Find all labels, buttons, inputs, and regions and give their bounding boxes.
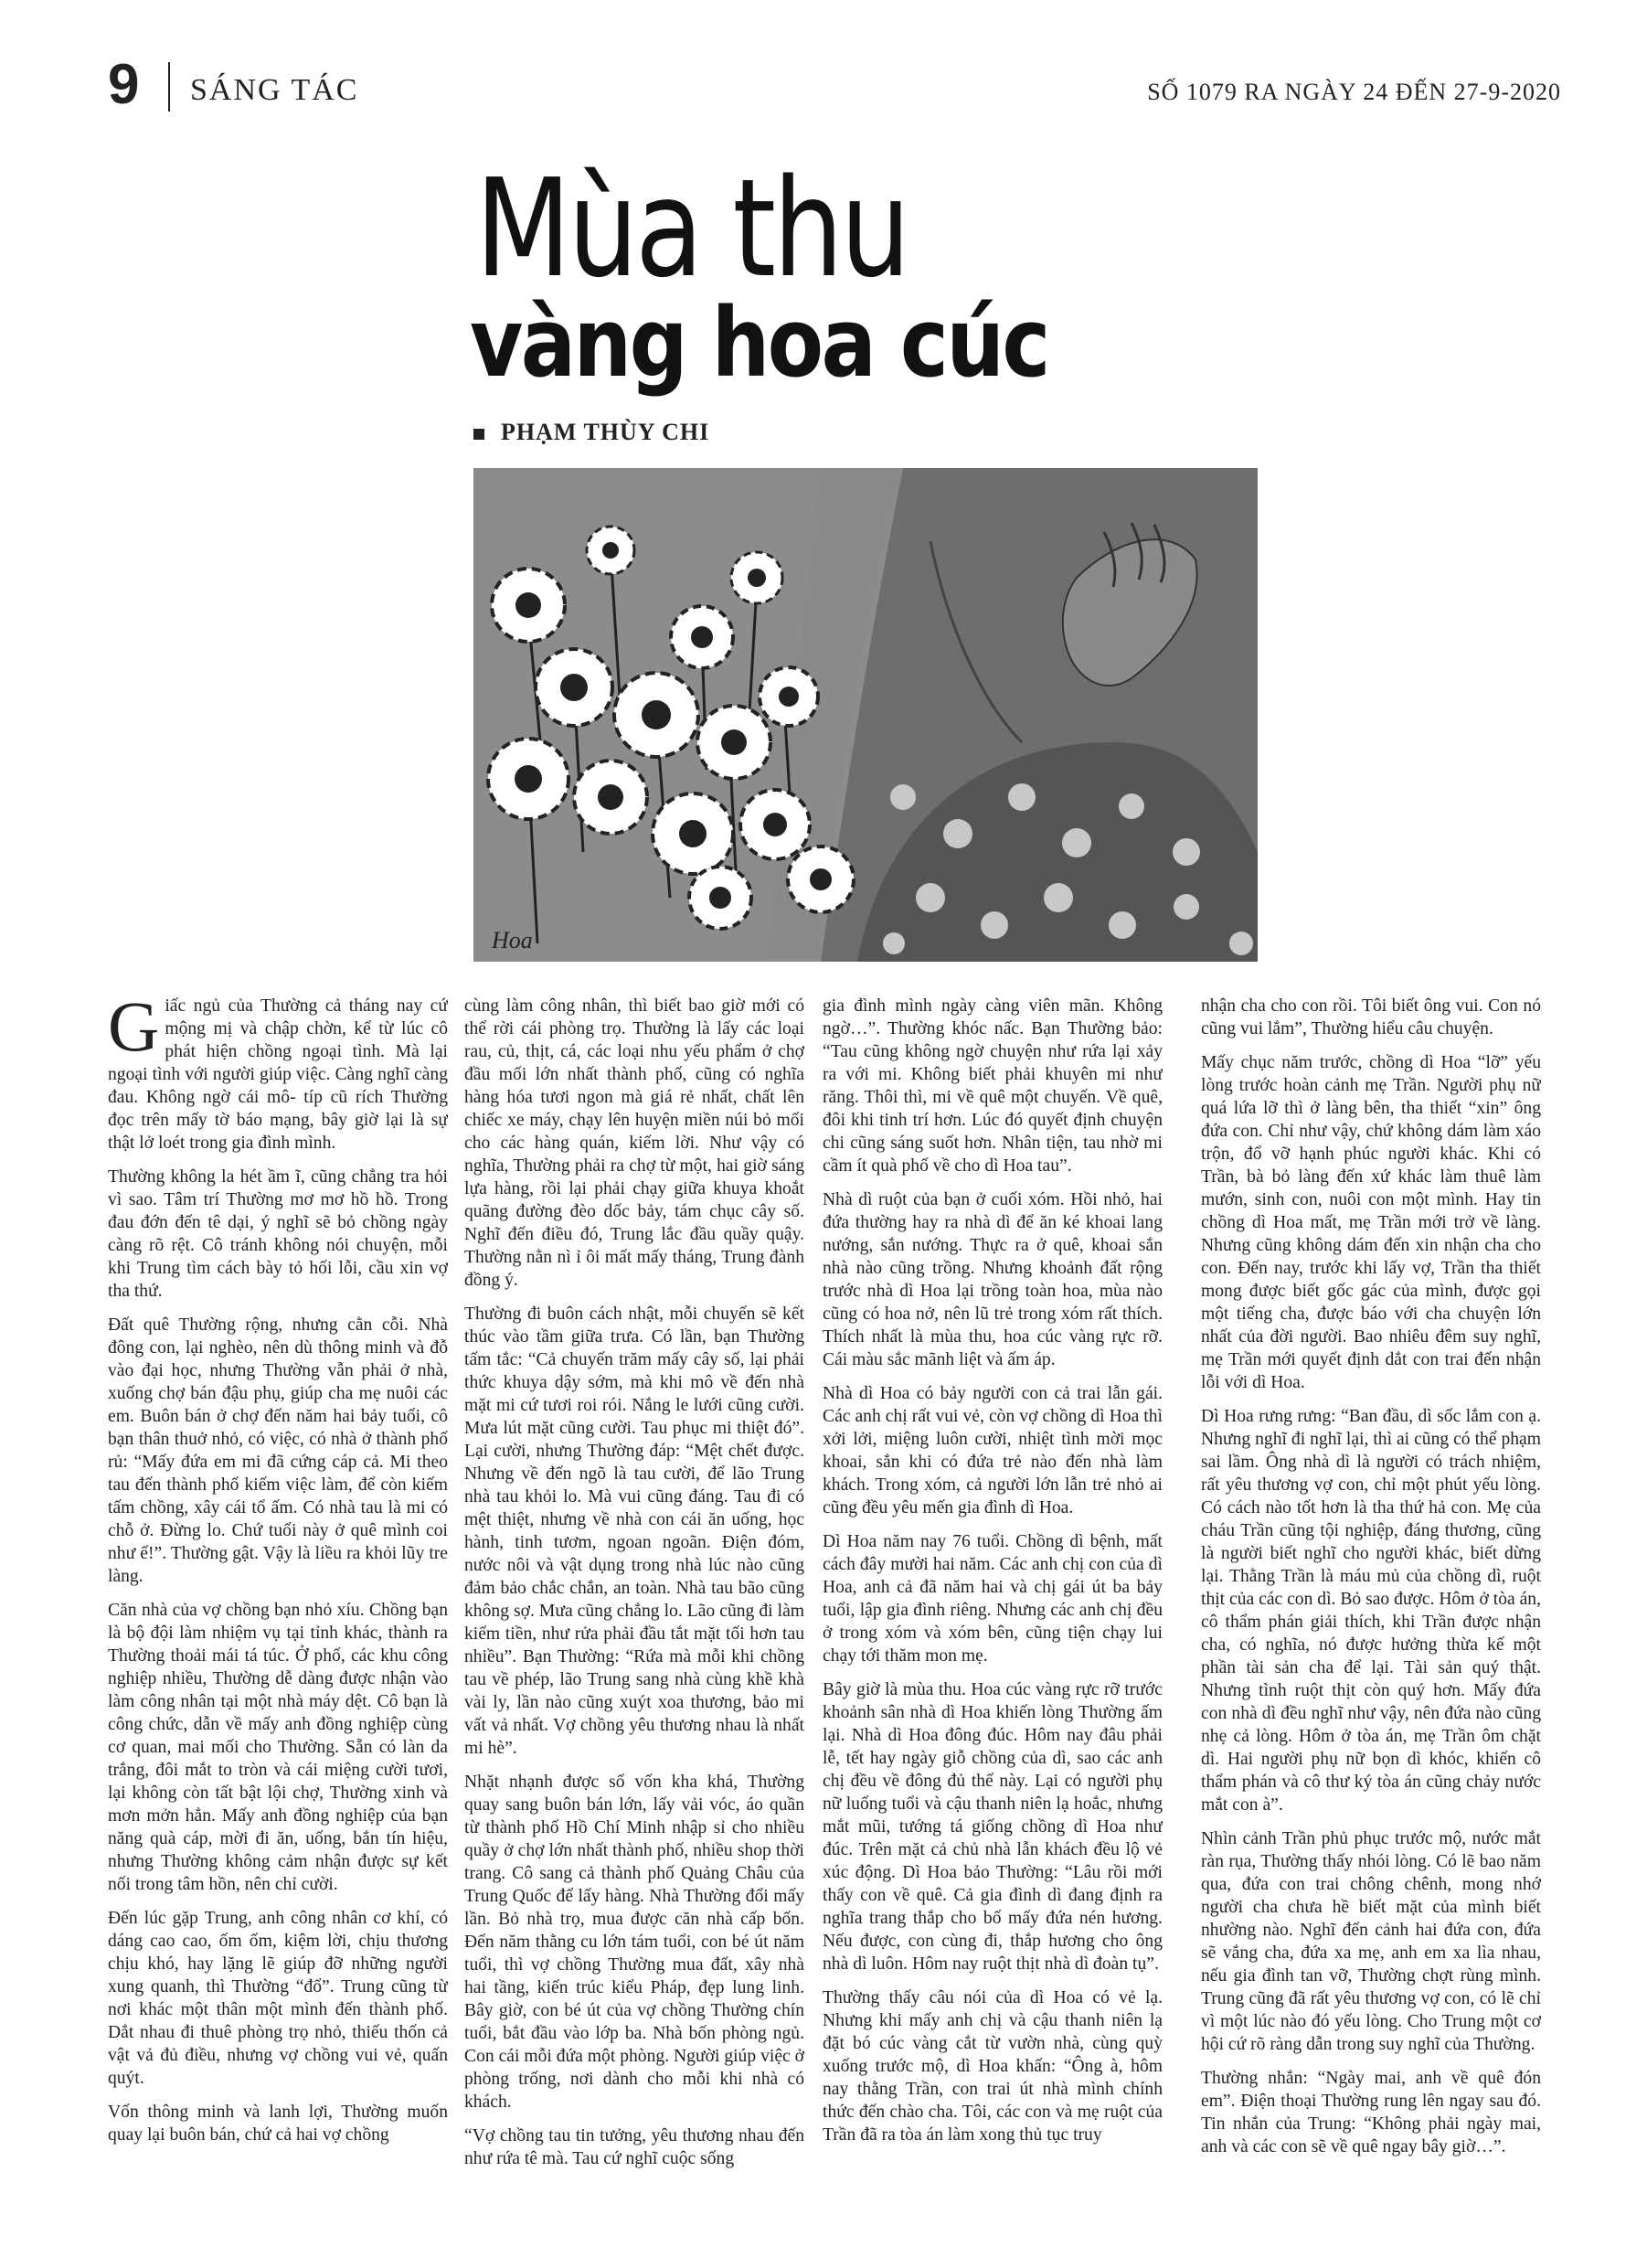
article-paragraph: Dì Hoa năm nay 76 tuổi. Chồng dì bệnh, mất cách đây mười hai năm. Các anh chị con của dì Hoa, anh cả đã năm hai và chị gái út ba bảy tuổi, lập gia đình riêng. Nhưng các anh chị đều ở trong xóm và xóm bên, cũng tiện chạy lui chạy tới thăm mon mẹ. <box>823 1532 1163 1666</box>
article-column-3 <box>823 995 1163 2174</box>
page-header <box>108 53 1561 117</box>
author-byline <box>473 419 709 446</box>
article-paragraph: gia đình mình ngày càng viên mãn. Không ngờ…”. Thường khóc nấc. Bạn Thường bảo: “Tau cũng không ngờ chuyện như rứa lại xảy ra với mi. Không biết phải khuyên mi như răng. Thôi thì, mi về quê một chuyến. Về quê, đôi khi tinh trí hơn. Lúc đó quyết định chuyện chi cũng sáng suốt hơn. Nhân tiện, tau nhờ mi cầm ít quà phố về cho dì Hoa tau”. <box>823 996 1163 1176</box>
article-paragraph: Nhà dì Hoa có bảy người con cả trai lẫn gái. Các anh chị rất vui vẻ, còn vợ chồng dì Hoa thì xởi lởi, miệng luôn cười, nhiệt tình mời mọc khoai, sắn khi có đứa trẻ nào đến nhà làm khách. Trong xóm, cả người lớn lẫn trẻ nhỏ ai cũng đều yêu mến gia đình dì Hoa. <box>823 1384 1163 1517</box>
article-paragraph: Mấy chục năm trước, chồng dì Hoa “lỡ” yếu lòng trước hoàn cảnh mẹ Trần. Người phụ nữ quá lứa lỡ thì ở làng bên, tha thiết “xin” ông đứa con. Chỉ như vậy, chứ không dám làm xáo trộn, đổ vỡ hạnh phúc người khác. Khi có Trần, bà bỏ làng đến xứ khác làm thuê làm mướn, sinh con, nuôi con một mình. Hay tin chồng dì Hoa mất, mẹ Trần mới trở về làng. Nhưng cũng không dám đến xin nhận cha cho con. Đến nay, trước khi lấy vợ, Trần tha thiết mong được biết gốc gác của mình, được gọi một tiếng cha, được báo với cha chuyện lớn nhất của đời người. Bao nhiêu đêm suy nghĩ, mẹ Trần mới quyết định dắt con trai đến nhận lỗi với dì Hoa. <box>1201 1053 1541 1392</box>
article-paragraph: Đất quê Thường rộng, nhưng cằn cỗi. Nhà đông con, lại nghèo, nên dù thông minh và đỗ vào đại học, nhưng Thường vẫn phải ở nhà, xuống chợ bán đậu phụ, giúp cha mẹ nuôi các em. Buôn bán ở chợ đến năm hai bảy tuổi, cô bạn thân thuở nhỏ, có việc, có nhà ở thành phố rủ: “Mấy đứa em mi đã cứng cáp cả. Mi theo tau đến thành phố kiếm việc làm, để còn kiếm tấm chồng, xây cái tổ ấm. Có nhà tau là mi có chỗ ở. Đừng lo. Chứ tuổi này ở quê mình coi như ế!”. Thường gật. Vậy là liều ra khỏi lũy tre làng. <box>108 1315 448 1586</box>
article-paragraph <box>108 995 448 1155</box>
article-paragraph: Thường nhắn: “Ngày mai, anh về quê đón em”. Điện thoại Thường rung lên ngay sau đó. Tin nhắn của Trung: “Không phải ngày mai, anh và các con sẽ về quê ngay bây giờ…”. <box>1201 2069 1541 2156</box>
article-paragraph: Nhặt nhạnh được số vốn kha khá, Thường quay sang buôn bán lớn, lấy vải vóc, áo quần từ thành phố Hồ Chí Minh nhập sỉ cho nhiều quầy ở chợ lớn nhất thành phố, nhiều shop thời trang. Cô sang cả thành phố Quảng Châu của Trung Quốc để lấy hàng. Nhà Thường đổi mấy lần. Bỏ nhà trọ, mua được căn nhà cấp bốn. Đến năm thằng cu lớn tám tuổi, con bé út năm tuổi, thì vợ chồng Thường mua đất, xây nhà hai tầng, kiến trúc kiểu Pháp, đẹp lung linh. Bây giờ, con bé út của vợ chồng Thường chín tuổi, bắt đầu vào lớp ba. Nhà bốn phòng ngủ. Con cái mỗi đứa một phòng. Người giúp việc ở phòng trống, nơi dành cho mỗi khi nhà có khách. <box>464 1773 804 2112</box>
article-column-1 <box>108 995 448 2174</box>
article-paragraph: cùng làm công nhân, thì biết bao giờ mới có thể rời cái phòng trọ. Thường là lấy các loại rau, củ, thịt, cá, các loại nhu yếu phẩm ở chợ đầu mối lớn nhất thành phố, cũng có nghĩa hàng hóa tươi ngon mà giá rẻ nhất, chất lên chiếc xe máy, chạy lên huyện miền núi bỏ mối cho các hàng quán, kiếm lời. Như vậy có nghĩa, Thường phải ra chợ từ một, hai giờ sáng lựa hàng, rồi lại phải chạy giữa khuya khoắt quãng đường đèo dốc bảy, tám chục cây số. Nghĩ đến điều đó, Trung lắc đầu quầy quậy. Thường nằn nì ỉ ôi mất mấy tháng, Trung đành đồng ý. <box>464 996 804 1290</box>
paragraph-text: iấc ngủ của Thường cả tháng nay cứ mộng mị và chập chờn, kể từ lúc cô phát hiện chồng ngoại tình. Mà lại ngoại tình với người giúp việc. Càng nghĩ càng đau. Không ngờ cái mô- típ cũ rích Thường đọc trên mấy tờ báo mạng, bây giờ lại là sự thật lở loét trong gia đình mình. <box>108 996 448 1153</box>
article-paragraph: Thường đi buôn cách nhật, mỗi chuyến sẽ kết thúc vào tầm giữa trưa. Có lần, bạn Thường tấm tắc: “Cả chuyến trăm mấy cây số, lại phải thức khuya dậy sớm, mà khi mô về đến nhà mặt mi cứ tươi roi rói. Nắng le lưới cũng cười. Mưa lút mặt cũng cười. Tau phục mi thiệt đó”. Lại cười, nhưng Thường đáp: “Mệt chết được. Nhưng về đến ngõ là tau cười, để lão Trung nhà tau khỏi lo. Mà vui cũng đáng. Tau đi có mệt thiệt, nhưng về nhà con cái ăn uống, học hành, tinh tươm, ngoan ngoãn. Điện đóm, nước nôi và vật dụng trong nhà lúc nào cũng đảm bảo chắc chắn, an toàn. Nhà tau bão cũng không sợ. Mưa cũng chẳng lo. Lão cũng đi làm kiếm tiền, như rửa phải đầu tắt mặt tối hơn tau nhiều”. Bạn Thường: “Rứa mà mỗi khi chồng tau về phép, lão Trung sang nhà cùng khề khà vài ly, lần nào cũng xuýt xoa thương, bảo mi vất vả nhất. Vợ chồng yêu thương nhau là nhất mi hè”. <box>464 1304 804 1758</box>
author-name: PHẠM THÙY CHI <box>501 419 710 445</box>
article-paragraph: Đến lúc gặp Trung, anh công nhân cơ khí, có dáng cao cao, ốm ốm, kiệm lời, chịu thương chịu khó, hay lặng lẽ giúp đỡ những người xung quanh, thì Thường “đổ”. Trung cũng từ nơi khác một thân một mình đến thành phố. Dắt nhau đi thuê phòng trọ nhỏ, thiếu thốn cả vật vả đủ điều, nhưng vợ chồng vui vẻ, quấn quýt. <box>108 1909 448 2088</box>
drop-cap: G <box>108 995 160 1066</box>
article-column-2 <box>464 995 804 2174</box>
article-paragraph: Dì Hoa rưng rưng: “Ban đầu, dì sốc lắm con ạ. Nhưng nghĩ đi nghĩ lại, thì ai cũng có thể phạm sai lầm. Ông nhà dì là người có trách nhiệm, rất yêu thương vợ con, chỉ một phút yếu lòng. Có cách nào tốt hơn là tha thứ hả con. Mẹ của cháu Trần cũng tội nghiệp, đáng thương, cũng là người biết nghĩ cho người khác, biết dừng lại. Thằng Trần là máu mủ của chồng dì, ruột thịt của các con dì. Bỏ sao được. Hôm ở tòa án, cô thẩm phán giải thích, khi Trần được nhận cha, có nghĩa, nó được hưởng thừa kế một phần tài sản cha để lại. Tài sản quý thật. Nhưng tình ruột thịt còn quý hơn. Mấy đứa con nhà dì đều nghĩ như vậy, nên đứa nào cũng nhẹ cả lòng. Hôm ở tòa án, mẹ Trần ôm chặt dì. Hai người phụ nữ bọn dì khóc, khiến cô thẩm phán và cô thư ký tòa án cũng chảy nước mắt con à”. <box>1201 1407 1541 1815</box>
article-paragraph: Nhìn cảnh Trần phủ phục trước mộ, nước mắt ràn rụa, Thường thấy nhói lòng. Có lẽ bao năm qua, đứa con trai chông chênh, mong nhớ người cha chưa hề biết mặt của mình biết nhường nào. Nghĩ đến cảnh hai đứa con, đứa sẽ vắng cha, đứa xa mẹ, anh em xa lìa nhau, nếu gia đình tan vỡ, Thường chợt rùng mình. Trung cũng đã rất yêu thương vợ con, có lẽ chỉ vì một lúc nào đó yếu lòng. Cho Trung một cơ hội cứ rõ ràng dẫn trong suy nghĩ của Thường. <box>1201 1829 1541 2054</box>
header-divider <box>168 62 170 112</box>
article-title-line1: Mùa thu <box>475 150 909 307</box>
illustration-svg <box>473 468 1258 962</box>
article-title-line2: vàng hoa cúc <box>470 287 1048 399</box>
page-number: 9 <box>108 53 140 116</box>
issue-info: SỐ 1079 RA NGÀY 24 ĐẾN 27-9-2020 <box>1147 79 1561 105</box>
article-paragraph: nhận cha cho con rồi. Tôi biết ông vui. Con nó cũng vui lắm”, Thường hiểu câu chuyện. <box>1201 996 1541 1038</box>
article-paragraph: Vốn thông minh và lanh lợi, Thường muốn quay lại buôn bán, chứ cả hai vợ chồng <box>108 2103 448 2145</box>
article-paragraph: Nhà dì ruột của bạn ở cuối xóm. Hồi nhỏ, hai đứa thường hay ra nhà dì để ăn ké khoai lang nướng, sắn nướng. Thực ra ở quê, khoai sắn nhà nào cũng trồng. Nhưng khoảnh đất rộng trước nhà dì Hoa lại trồng toàn hoa, mùa nào cũng có hoa nở, nên lũ trẻ trong xóm rất thích. Thích nhất là mùa thu, hoa cúc vàng rực rỡ. Cái màu sắc mãnh liệt và ấm áp. <box>823 1190 1163 1369</box>
article-paragraph: Thường không la hét ầm ĩ, cũng chẳng tra hỏi vì sao. Tâm trí Thường mơ mơ hồ hồ. Trong đau đớn đến tê dại, ý nghĩ sẽ bỏ chồng ngày càng rõ rệt. Cô tránh không nói chuyện, mỗi khi Trung tìm cách bày tỏ hối lỗi, cầu xin vợ tha thứ. <box>108 1167 448 1301</box>
bullet-square-icon <box>473 429 484 440</box>
illustration-signature: Hoa <box>492 927 533 953</box>
article-paragraph: Bây giờ là mùa thu. Hoa cúc vàng rực rỡ trước khoảnh sân nhà dì Hoa khiến lòng Thường ấm lại. Nhà dì Hoa đông đúc. Hôm nay đâu phải lễ, tết hay ngày giỗ chồng của dì, sao các anh chị đều về đông đủ thế này. Lại có người phụ nữ luống tuổi và cậu thanh niên lạ hoắc, nhưng mắt mũi, tướng tá giống chồng dì Hoa như đúc. Trên mặt cả chủ nhà lẫn khách đều lộ vẻ xúc động. Dì Hoa bảo Thường: “Lâu rồi mới thấy con về quê. Cả gia đình dì đang định ra nghĩa trang thắp cho bố mấy đứa nén hương. Nếu được, con cùng đi, thắp hương cho ông nhà dì luôn. Hôm nay ruột thịt nhà dì đoàn tụ”. <box>823 1680 1163 1974</box>
article-paragraph: “Vợ chồng tau tin tưởng, yêu thương nhau đến như rứa tê mà. Tau cứ nghĩ cuộc sống <box>464 2126 804 2168</box>
article-paragraph: Thường thấy câu nói của dì Hoa có vẻ lạ. Nhưng khi mấy anh chị và cậu thanh niên lạ đặt bó cúc vàng cắt từ vườn nhà, cùng quỳ xuống trước mộ, dì Hoa khấn: “Ông à, hôm nay thằng Trần, con trai út nhà mình chính thức đến chào cha. Tôi, các con và mẹ ruột của Trần đã ra tòa án làm xong thủ tục truy <box>823 1988 1163 2145</box>
article-column-4 <box>1201 995 1541 2174</box>
article-illustration <box>473 468 1258 962</box>
section-name: SÁNG TÁC <box>190 73 359 107</box>
article-paragraph: Căn nhà của vợ chồng bạn nhỏ xíu. Chồng bạn là bộ đội làm nhiệm vụ tại tỉnh khác, thành ra Thường thoải mái tá túc. Ở phố, các khu công nghiệp nhiều, Thường dễ dàng được nhận vào làm công nhân tại một nhà máy dệt. Cô bạn là công chức, dẫn về mấy anh đồng nghiệp cùng cơ quan, mai mối cho Thường. Sẵn có làn da trắng, đôi mắt to tròn và cái miệng cười tươi, lại không còn tất bật lội chợ, Thường xinh và mơn mởn hẳn. Mấy anh đồng nghiệp của bạn năng quà cáp, mời đi ăn, uống, bắn tín hiệu, nhưng Thường không cảm nhận được sự kết nối trong tâm hồn, nên chỉ cười. <box>108 1601 448 1894</box>
